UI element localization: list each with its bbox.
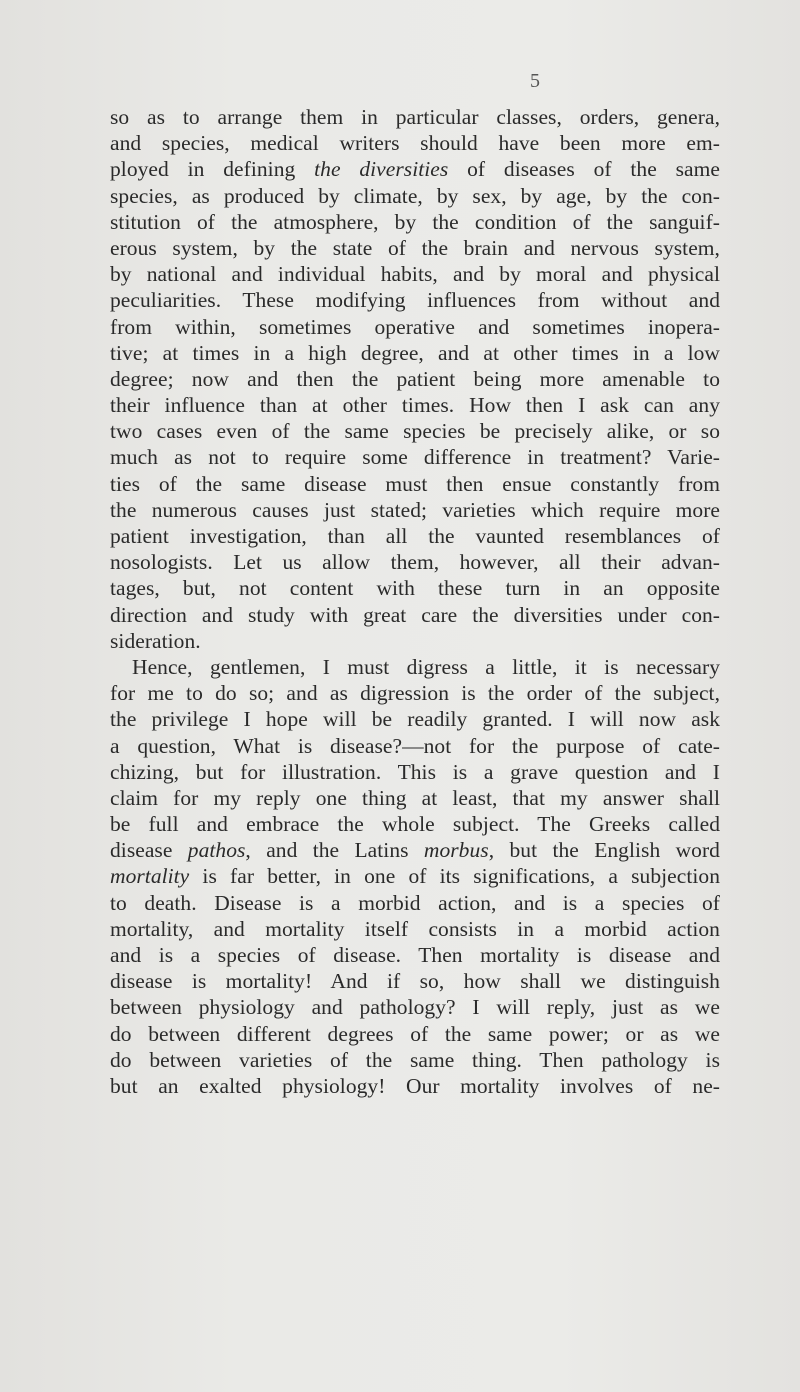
text-run: , but the English word: [488, 838, 720, 863]
page-number: 5: [530, 70, 540, 92]
text-line: chizing, but for illustration. This is a grave question and I: [110, 759, 720, 784]
text-run: , and the Latins: [245, 838, 424, 863]
text-line: and is a species of disease. Then mortality is disease and: [110, 943, 720, 967]
text-line: disease is mortality! And if so, how shall we distinguish: [110, 969, 720, 994]
text-line: their influence than at other times. How then I ask can any: [110, 393, 720, 418]
text-run: ployed in defining: [110, 157, 315, 182]
text-line: claim for my reply one thing at least, that my answer shall: [110, 785, 720, 810]
text-run: is far better, in one of its significations, a subjection: [189, 864, 720, 889]
text-line: patient investigation, than all the vaunted resemblances of: [110, 524, 720, 548]
text-run: of diseases of the same: [448, 157, 720, 182]
text-line: [110, 156, 720, 182]
text-line: erous system, by the state of the brain and nervous system,: [110, 235, 720, 260]
text-line: direction and study with great care the diversities under con-: [110, 602, 720, 627]
text-line: to death. Disease is a morbid action, and is a species of: [110, 890, 720, 915]
text-line: by national and individual habits, and by moral and physical: [110, 262, 720, 287]
text-line: be full and embrace the whole subject. The Greeks called: [110, 812, 720, 837]
body-text: [110, 104, 720, 1099]
text-line: so as to arrange them in particular classes, orders, genera,: [110, 105, 720, 129]
italic-term: the diversities: [314, 157, 449, 182]
text-line: and species, medical writers should have been more em-: [110, 131, 720, 156]
text-line: do between different degrees of the same power; or as we: [110, 1021, 720, 1046]
text-line: tive; at times in a high degree, and at other times in a low: [110, 340, 720, 365]
text-line: sideration.: [110, 628, 201, 653]
text-line: [110, 837, 720, 863]
italic-term: pathos: [187, 838, 246, 863]
text-line: Hence, gentlemen, I must digress a little, it is necessary: [132, 654, 720, 679]
italic-term: morbus: [423, 838, 489, 863]
text-line: nosologists. Let us allow them, however, all their advan-: [110, 550, 720, 575]
text-run: disease: [110, 838, 188, 863]
text-line: two cases even of the same species be precisely alike, or so: [110, 419, 720, 444]
text-line: [110, 863, 720, 889]
text-line: for me to do so; and as digression is the order of the subject,: [110, 681, 720, 706]
italic-term: mortality: [110, 864, 190, 889]
text-line: the privilege I hope will be readily granted. I will now ask: [110, 707, 720, 732]
text-line: tages, but, not content with these turn in an opposite: [110, 576, 720, 601]
text-line: much as not to require some difference in treatment? Varie-: [110, 445, 720, 470]
text-line: a question, What is disease?—not for the purpose of cate-: [110, 733, 720, 758]
text-line: ties of the same disease must then ensue constantly from: [110, 471, 720, 496]
text-line: degree; now and then the patient being more amenable to: [110, 366, 720, 391]
text-line: do between varieties of the same thing. Then pathology is: [110, 1047, 720, 1072]
text-line: the numerous causes just stated; varieties which require more: [110, 497, 720, 522]
text-line: between physiology and pathology? I will reply, just as we: [110, 995, 720, 1020]
text-line: mortality, and mortality itself consists in a morbid action: [110, 916, 720, 941]
text-line: species, as produced by climate, by sex, by age, by the con-: [110, 183, 720, 208]
text-line: from within, sometimes operative and sometimes inopera-: [110, 314, 720, 339]
text-line: but an exalted physiology! Our mortality involves of ne-: [110, 1073, 720, 1098]
text-line: stitution of the atmosphere, by the condition of the sanguif-: [110, 209, 720, 234]
text-line: peculiarities. These modifying influences from without and: [110, 288, 720, 313]
